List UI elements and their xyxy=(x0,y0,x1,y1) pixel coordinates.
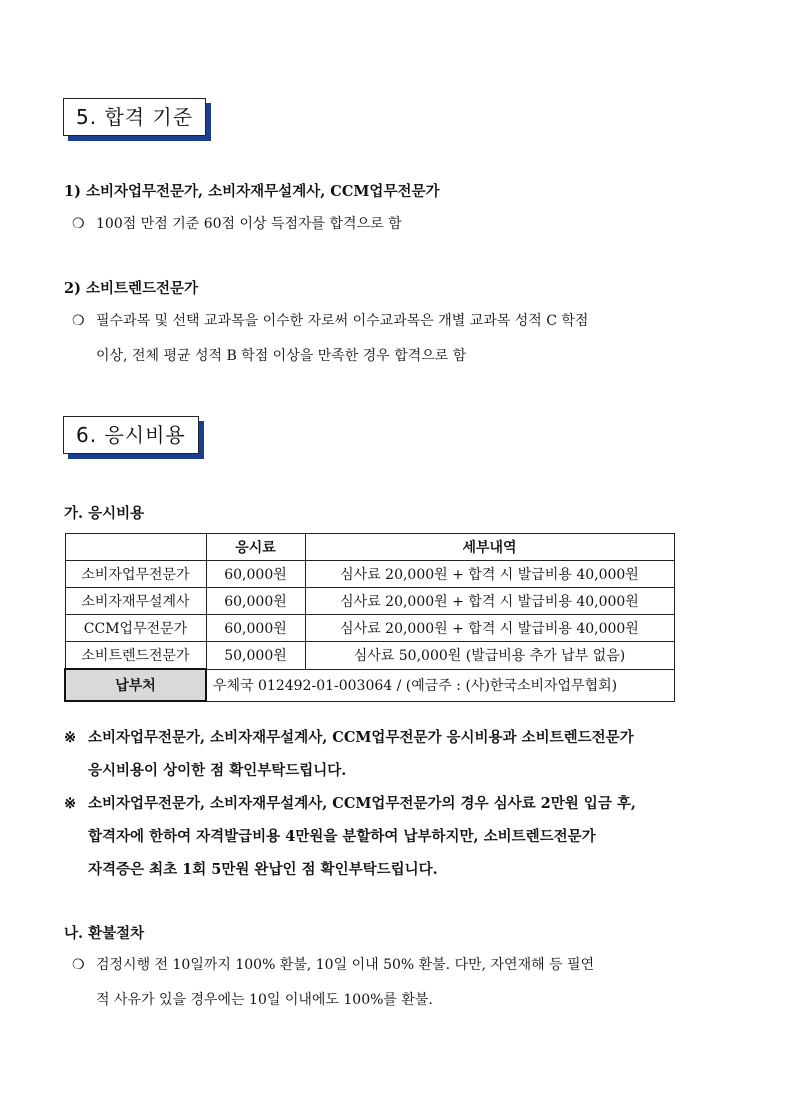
table-row xyxy=(65,588,674,615)
cert-name-cell: 소비트렌드전문가 xyxy=(65,642,206,670)
bullet-circle-icon: ❍ xyxy=(72,957,85,973)
fee-table-header-detail: 세부내역 xyxy=(305,534,674,561)
detail-cell: 심사료 50,000원 (발급비용 추가 납부 없음) xyxy=(305,642,674,670)
detail-cell: 심사료 20,000원 + 합격 시 발급비용 40,000원 xyxy=(305,588,674,615)
fee-table-header-row xyxy=(65,534,674,561)
section-5-title-box xyxy=(63,98,206,136)
fee-cell: 60,000원 xyxy=(206,588,305,615)
bullet-circle-icon: ❍ xyxy=(72,313,85,329)
fee-note-1-line2: 응시비용이 상이한 점 확인부탁드립니다. xyxy=(88,762,347,779)
section-6-title-box xyxy=(63,416,199,454)
table-row xyxy=(65,615,674,642)
qualification-item-2-line1: 필수과목 및 선택 교과목을 이수한 자로써 이수교과목은 개별 교과목 성적 C 학점 xyxy=(96,313,589,329)
refund-subheading: 나. 환불절차 xyxy=(64,925,145,942)
fee-subheading: 가. 응시비용 xyxy=(64,505,145,522)
fee-note-2-line3: 자격증은 최초 1회 5만원 완납인 점 확인부탁드립니다. xyxy=(88,861,438,878)
fee-table-header-fee: 응시료 xyxy=(206,534,305,561)
payment-account-cell: 우체국 012492-01-003064 / (예금주 : (사)한국소비자업무협회) xyxy=(206,669,674,701)
table-row xyxy=(65,642,674,670)
section-5-title: 5. 합격 기준 xyxy=(76,105,194,129)
fee-note-2-line1: 소비자업무전문가, 소비자재무설계사, CCM업무전문가의 경우 심사료 2만원 입금 후, xyxy=(88,795,636,812)
fee-cell: 60,000원 xyxy=(206,561,305,588)
qualification-item-2 xyxy=(72,310,702,365)
qualification-item-1 xyxy=(72,213,702,233)
qualification-subheading-1: 1) 소비자업무전문가, 소비자재무설계사, CCM업무전문가 xyxy=(64,183,440,200)
qualification-item-1-text: 100점 만점 기준 60점 이상 득점자를 합격으로 함 xyxy=(96,216,402,232)
fee-cell: 60,000원 xyxy=(206,615,305,642)
payment-label-cell: 납부처 xyxy=(65,669,206,701)
qualification-subheading-2: 2) 소비트렌드전문가 xyxy=(64,280,199,297)
bullet-circle-icon: ❍ xyxy=(72,216,85,232)
table-row xyxy=(65,561,674,588)
fee-note-1-line1: 소비자업무전문가, 소비자재무설계사, CCM업무전문가 응시비용과 소비트렌드전문가 xyxy=(88,729,634,746)
section-6-title: 6. 응시비용 xyxy=(76,423,186,447)
detail-cell: 심사료 20,000원 + 합격 시 발급비용 40,000원 xyxy=(305,615,674,642)
fee-table-header-blank xyxy=(65,534,206,561)
fee-cell: 50,000원 xyxy=(206,642,305,670)
qualification-item-2-line2: 이상, 전체 평균 성적 B 학점 이상을 만족한 경우 합격으로 함 xyxy=(96,348,467,364)
reference-mark-icon: ※ xyxy=(64,795,77,812)
detail-cell: 심사료 20,000원 + 합격 시 발급비용 40,000원 xyxy=(305,561,674,588)
refund-line2: 적 사유가 있을 경우에는 10일 이내에도 100%를 환불. xyxy=(96,992,433,1008)
fee-note-2-line2: 합격자에 한하여 자격발급비용 4만원을 분할하여 납부하지만, 소비트렌드전문가 xyxy=(88,828,596,845)
reference-mark-icon: ※ xyxy=(64,729,77,746)
payment-row xyxy=(65,669,674,701)
cert-name-cell: 소비자업무전문가 xyxy=(65,561,206,588)
cert-name-cell: 소비자재무설계사 xyxy=(65,588,206,615)
refund-item xyxy=(72,954,702,1009)
refund-line1: 검정시행 전 10일까지 100% 환불, 10일 이내 50% 환불. 다만, 자연재해 등 필연 xyxy=(96,957,595,973)
cert-name-cell: CCM업무전문가 xyxy=(65,615,206,642)
fee-note-1 xyxy=(64,726,704,780)
fee-table xyxy=(64,533,675,702)
fee-note-2 xyxy=(64,792,704,879)
